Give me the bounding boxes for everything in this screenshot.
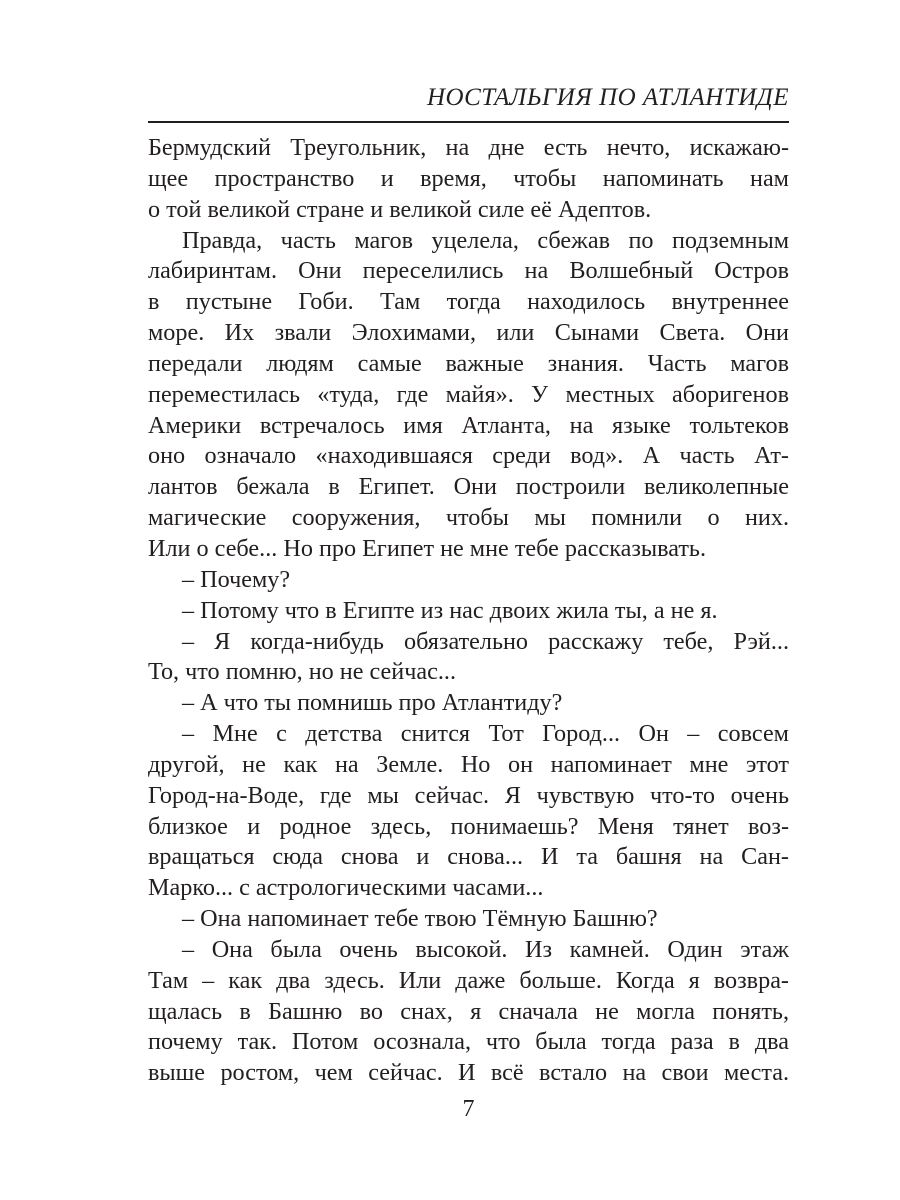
text-line: лабиринтам. Они переселились на Волшебный Остров xyxy=(148,257,789,285)
text-line: Бермудский Треугольник, на дне есть нечто, искажаю- xyxy=(148,134,789,161)
text-line: вращаться сюда снова и снова... И та башня на Сан- xyxy=(148,843,789,871)
text-line: оно означало «находившаяся среди вод». А часть Ат- xyxy=(148,442,789,470)
text-line: магические сооружения, чтобы мы помнили о них. xyxy=(148,504,789,532)
header-rule xyxy=(148,121,789,123)
dialogue-line: – Я когда-нибудь обязательно расскажу тебе, Рэй... xyxy=(182,627,789,655)
dialogue-line: – Потому что в Египте из нас двоих жила ты, а не я. xyxy=(182,596,718,624)
text-line: Америки встречалось имя Атланта, на языке тольтеков xyxy=(148,411,789,439)
running-head: НОСТАЛЬГИЯ ПО АТЛАНТИДЕ xyxy=(427,84,789,111)
text-line: Марко... с астрологическими часами... xyxy=(148,874,544,902)
text-line: в пустыне Гоби. Там тогда находилось внутреннее xyxy=(148,288,789,316)
text-line: другой, не как на Земле. Но он напоминает мне этот xyxy=(148,750,789,778)
page-number: 7 xyxy=(462,1096,475,1122)
text-line: о той великой стране и великой силе её Адептов. xyxy=(148,195,652,223)
text-line: щее пространство и время, чтобы напоминать нам xyxy=(148,164,789,192)
text-line: море. Их звали Элохимами, или Сынами Света. Они xyxy=(148,319,789,347)
text-line: Там – как два здесь. Или даже больше. Когда я возвра- xyxy=(148,966,789,994)
text-line: Или о себе... Но про Египет не мне тебе рассказывать. xyxy=(148,534,706,562)
text-line: переместилась «туда, где майя». У местных аборигенов xyxy=(148,380,789,408)
dialogue-line: – Мне с детства снится Тот Город... Он – совсем xyxy=(182,720,789,748)
dialogue-line: – Она была очень высокой. Из камней. Один этаж xyxy=(182,935,789,963)
text-line: лантов бежала в Египет. Они построили великолепные xyxy=(148,473,789,501)
text-line: Правда, часть магов уцелела, сбежав по подземным xyxy=(182,226,789,254)
dialogue-line: – Почему? xyxy=(182,565,291,593)
text-line: щалась в Башню во снах, я сначала не могла понять, xyxy=(148,997,789,1025)
text-line: Город-на-Воде, где мы сейчас. Я чувствую что-то очень xyxy=(148,781,789,809)
body-text xyxy=(148,133,789,1089)
text-line: выше ростом, чем сейчас. И всё встало на свои места. xyxy=(148,1059,789,1087)
dialogue-line: – А что ты помнишь про Атлантиду? xyxy=(182,689,563,717)
text-line: передали людям самые важные знания. Часть магов xyxy=(148,349,789,377)
text-line: То, что помню, но не сейчас... xyxy=(148,658,456,686)
dialogue-line: – Она напоминает тебе твою Тёмную Башню? xyxy=(182,905,658,933)
text-line: близкое и родное здесь, понимаешь? Меня тянет воз- xyxy=(148,812,789,840)
text-line: почему так. Потом осознала, что была тогда раза в два xyxy=(148,1028,789,1056)
